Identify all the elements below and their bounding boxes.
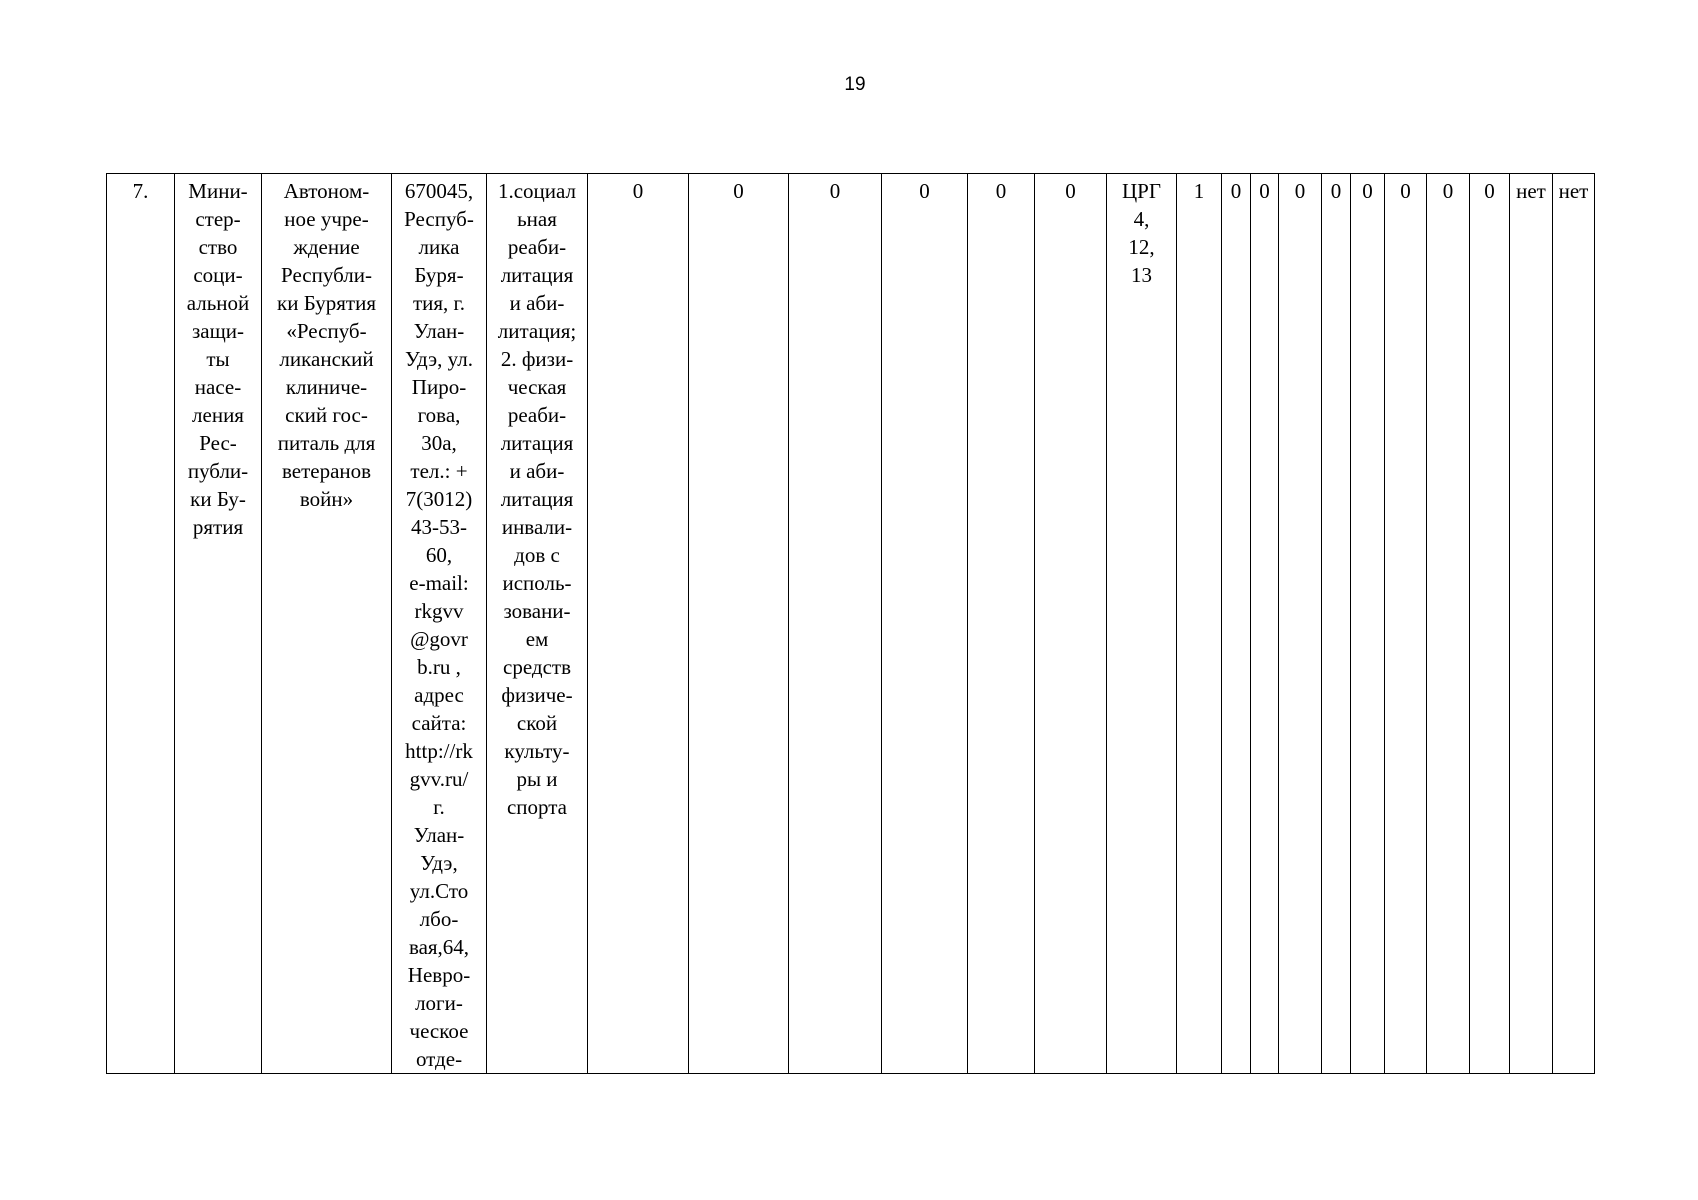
value-cell: 0 (1351, 174, 1385, 1074)
value-cell: 0 (1427, 174, 1470, 1074)
value-cell: 0 (1385, 174, 1427, 1074)
table-row (107, 174, 1595, 1074)
value-cell: 0 (968, 174, 1035, 1074)
value-cell: 0 (1035, 174, 1107, 1074)
value-cell: 0 (689, 174, 789, 1074)
institution-cell: Автоном- ное учре- ждение Республи- ки Бурятия «Респуб- ликанский клиниче- ский гос- питаль для ветеранов войн» (262, 174, 392, 1074)
row-number: 7. (107, 174, 175, 1074)
data-table (106, 173, 1595, 1074)
value-cell: 1 (1177, 174, 1222, 1074)
value-cell: 0 (882, 174, 968, 1074)
value-cell: 0 (1322, 174, 1351, 1074)
address-cell: 670045, Респуб- лика Буря- тия, г. Улан- Удэ, ул. Пиро- гова, 30а, тел.: + 7(3012) 43-53- 60, e-mail: rkgvv @govr b.ru , адрес сайта: http://rk gvv.ru/ г. Улан- Удэ, ул.Сто лбо- вая,64, Невро- логи- ческое отде- (392, 174, 487, 1074)
value-cell: 0 (1279, 174, 1322, 1074)
value-cell: 0 (588, 174, 689, 1074)
services-cell: 1.социал ьная реаби- литация и аби- литация; 2. физи- ческая реаби- литация и аби- литация инвали- дов с исполь- зовани- ем средств физиче- ской культу- ры и спорта (487, 174, 588, 1074)
tsrg-cell: ЦРГ 4, 12, 13 (1107, 174, 1177, 1074)
value-cell: 0 (1470, 174, 1510, 1074)
flag-cell: нет (1510, 174, 1553, 1074)
value-cell: 0 (789, 174, 882, 1074)
value-cell: 0 (1251, 174, 1279, 1074)
page-number: 19 (844, 74, 866, 95)
flag-cell: нет (1553, 174, 1595, 1074)
value-cell: 0 (1222, 174, 1251, 1074)
ministry-cell: Мини- стер- ство соци- альной защи- ты насе- ления Рес- публи- ки Бу- рятия (175, 174, 262, 1074)
